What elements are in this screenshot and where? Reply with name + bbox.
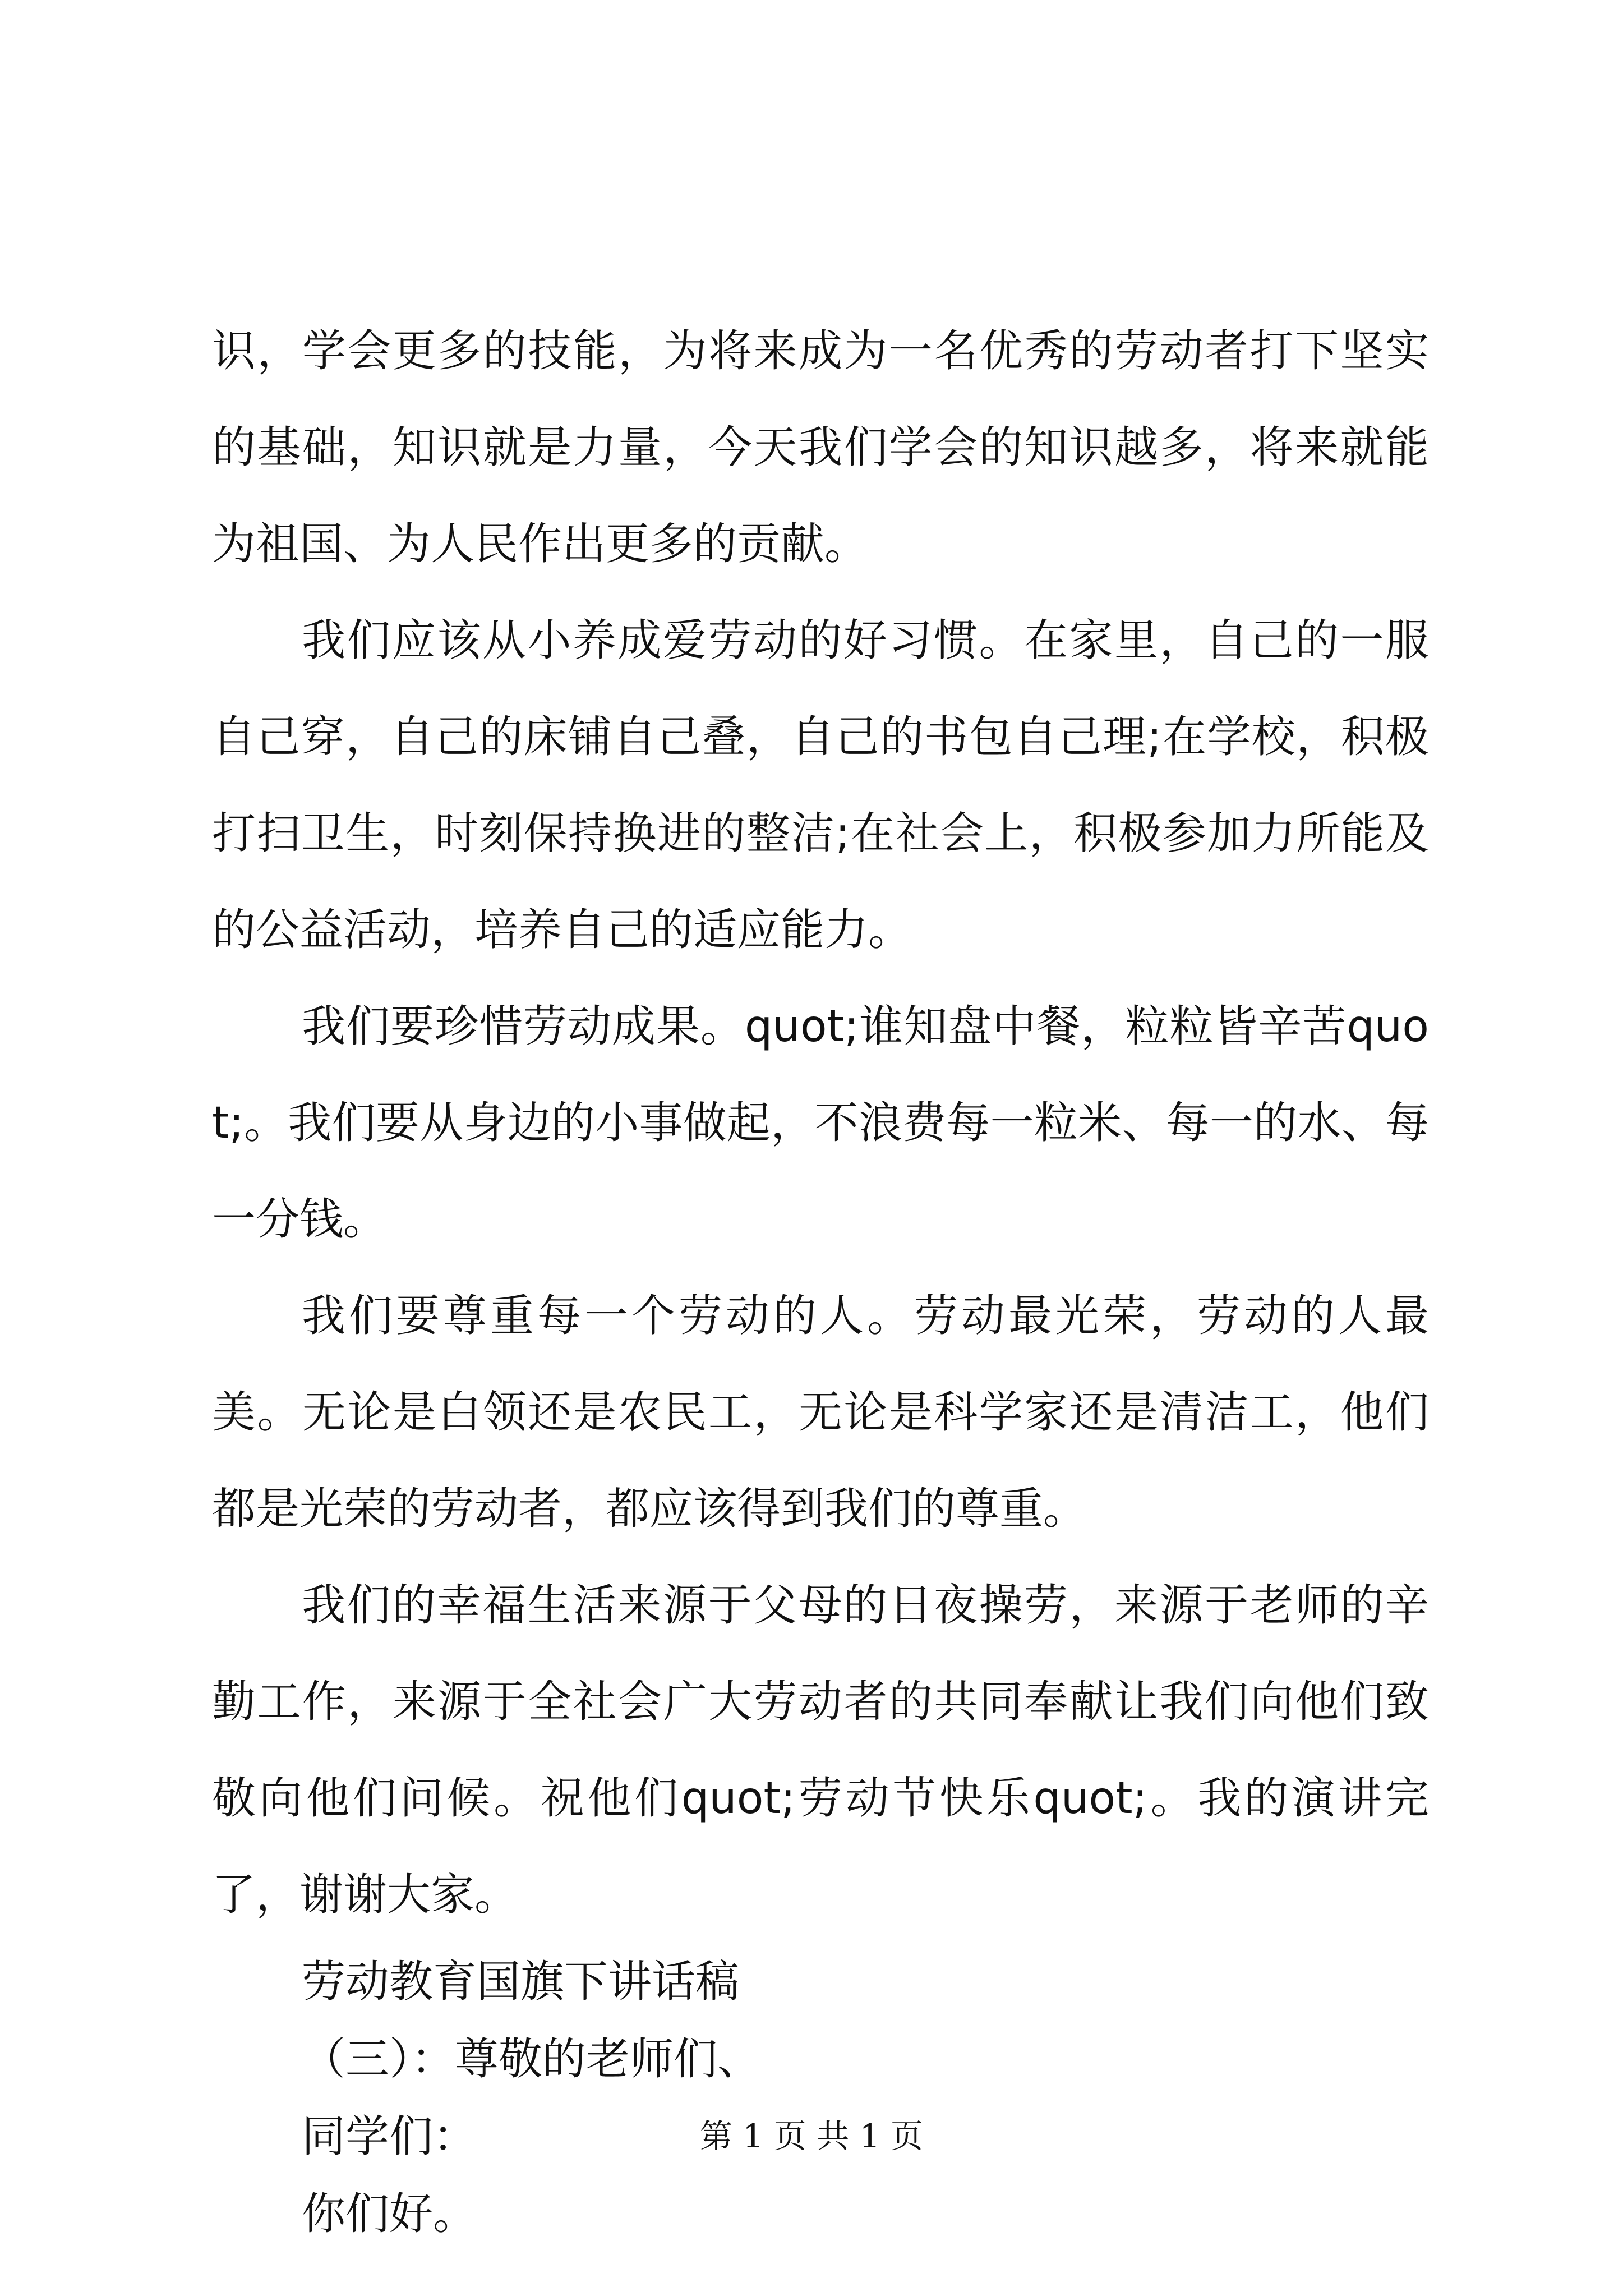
speech-section-greeting: （三）：尊敬的老师们、 — [302, 2034, 762, 2085]
paragraph-labor-habits: 我们应该从小养成爱劳动的好习惯。在家里，自己的一服自己穿，自己的床铺自己叠，自己的书包自己理;在学校，积极打扫卫生，时刻保持换进的整洁;在社会上，积极参加力所能及的公益活动，培养自己的适应能力。 — [212, 615, 1429, 955]
speech-greeting-hello: 你们好。 — [302, 2189, 477, 2239]
paragraph-respect-workers: 我们要尊重每一个劳动的人。劳动最光荣，劳动的人最美。无论是白领还是农民工，无论是科学家还是清洁工，他们都是光荣的劳动者，都应该得到我们的尊重。 — [212, 1291, 1429, 1534]
speech-greeting-students: 同学们： — [302, 2111, 477, 2162]
speech-title: 劳动教育国旗下讲话稿 — [302, 1957, 740, 2007]
page-number-footer: 第 1 页 共 1 页 — [700, 2117, 923, 2155]
paragraph-cherish-results: 我们要珍惜劳动成果。quot;谁知盘中餐，粒粒皆辛苦quot;。我们要从身边的小事做起，不浪费每一粒米、每一的水、每一分钱。 — [212, 1001, 1429, 1245]
paragraph-gratitude: 我们的幸福生活来源于父母的日夜操劳，来源于老师的辛勤工作，来源于全社会广大劳动者的共同奉献让我们向他们致敬向他们问候。祝他们quot;劳动节快乐quot;。我的演讲完了，谢谢大家。 — [212, 1580, 1429, 1920]
paragraph-continuation: 识，学会更多的技能，为将来成为一名优秀的劳动者打下坚实的基础，知识就是力量，今天我们学会的知识越多，将来就能为祖国、为人民作出更多的贡献。 — [212, 326, 1429, 569]
document-body — [212, 303, 1429, 2253]
